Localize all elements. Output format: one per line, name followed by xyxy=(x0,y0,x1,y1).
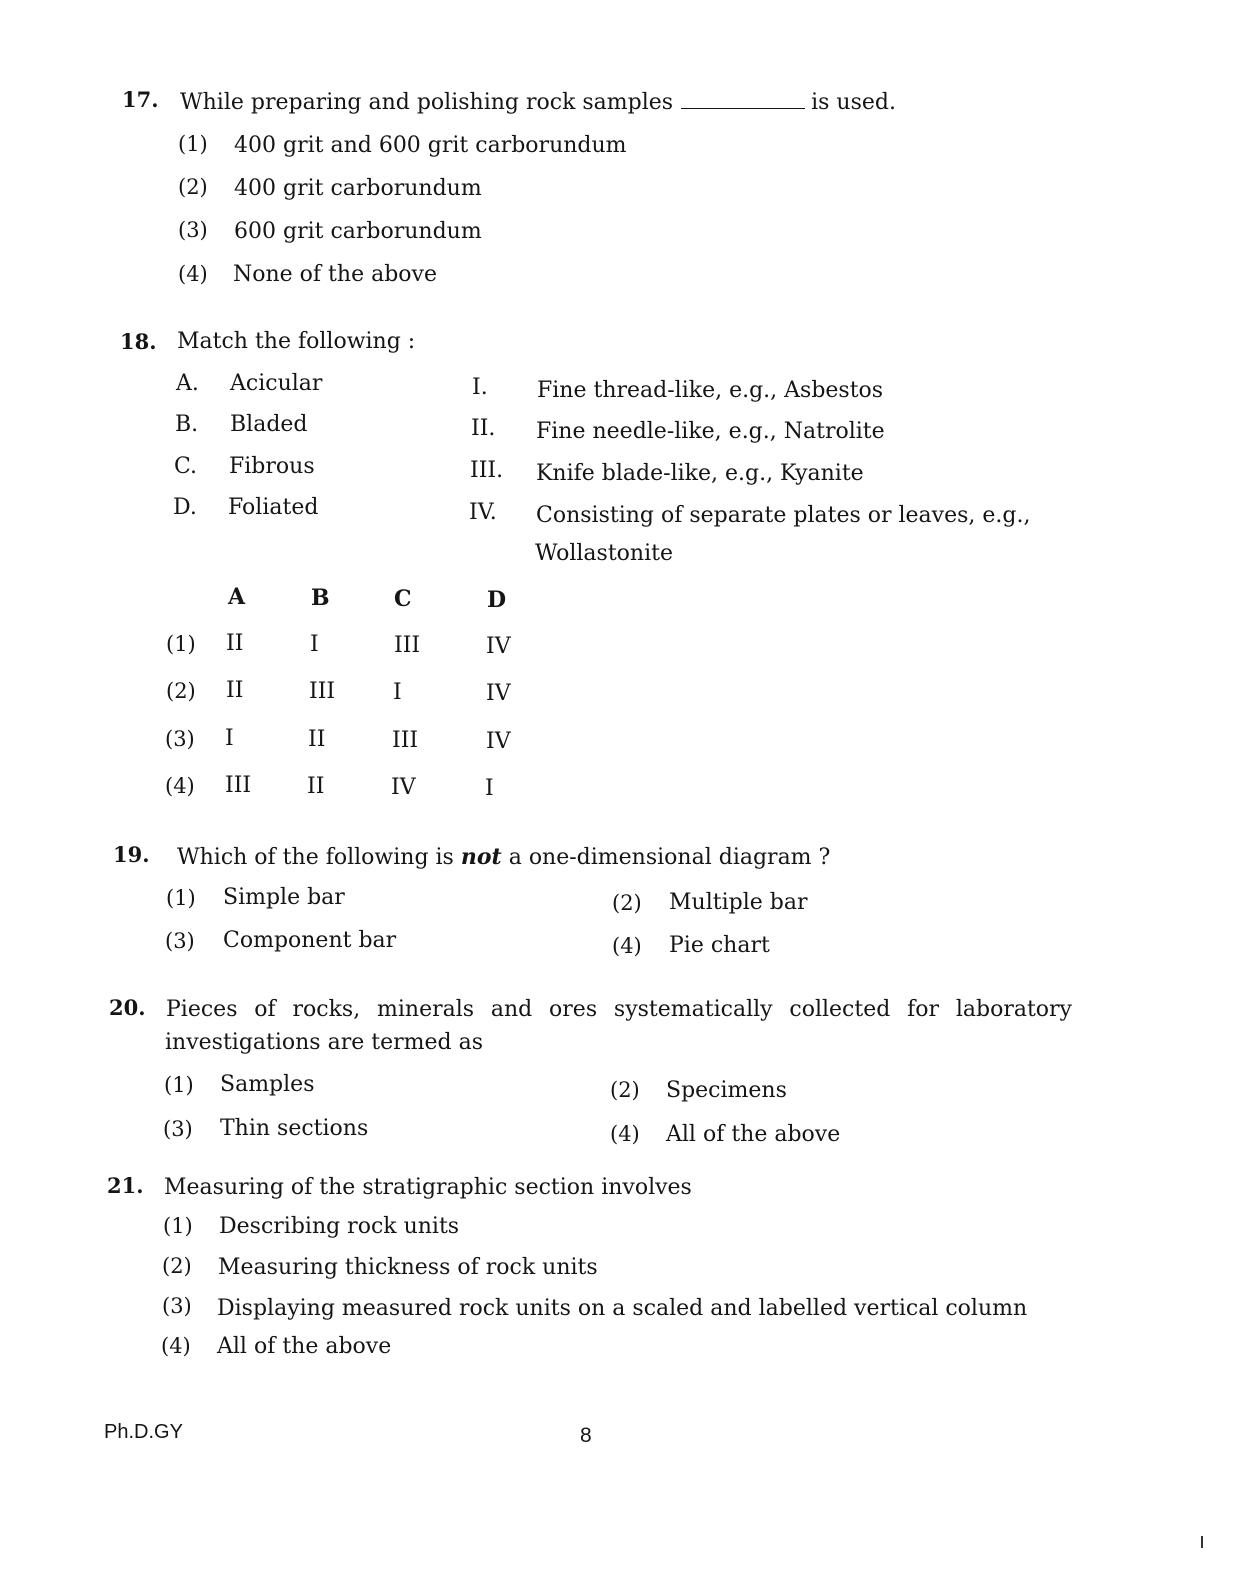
option-text: Displaying measured rock units on a scaled and labelled vertical column xyxy=(217,1296,1028,1321)
match-right-key: I. xyxy=(472,375,488,400)
option-text: Measuring thickness of rock units xyxy=(218,1255,598,1280)
grid-header: C xyxy=(394,586,412,612)
match-right-text: Fine needle-like, e.g., Natrolite xyxy=(536,419,885,444)
question-stem xyxy=(180,88,896,117)
match-left-key: A. xyxy=(176,371,199,396)
match-right-text: Fine thread-like, e.g., Asbestos xyxy=(537,378,884,403)
question-stem: Match the following : xyxy=(177,329,416,354)
option-number: (1) xyxy=(178,132,208,156)
option-number: (3) xyxy=(178,218,208,242)
option-number: (4) xyxy=(610,1122,640,1146)
grid-cell: III xyxy=(392,728,419,753)
option-number: (4) xyxy=(178,262,208,286)
grid-cell: II xyxy=(308,727,326,752)
option-number: (1) xyxy=(166,632,196,656)
question-number: 21. xyxy=(107,1173,144,1198)
option-text: None of the above xyxy=(233,262,437,287)
option-text: Specimens xyxy=(666,1078,787,1103)
grid-cell: I xyxy=(225,726,234,751)
option-text: Simple bar xyxy=(223,885,345,910)
option-text: Multiple bar xyxy=(669,890,808,915)
grid-cell: II xyxy=(307,774,325,799)
grid-header: B xyxy=(311,585,330,611)
option-text: Samples xyxy=(220,1072,315,1097)
option-number: (2) xyxy=(166,679,196,703)
stem-text-end: is used. xyxy=(811,90,896,115)
match-right-text: Knife blade-like, e.g., Kyanite xyxy=(536,461,864,486)
question-number: 17. xyxy=(122,87,159,112)
option-text: Pie chart xyxy=(669,933,770,958)
match-left-text: Foliated xyxy=(228,495,319,520)
scan-mark xyxy=(1201,1536,1203,1548)
option-number: (2) xyxy=(610,1078,640,1102)
match-left-text: Fibrous xyxy=(229,454,315,479)
option-number: (2) xyxy=(162,1254,192,1278)
question-number: 20. xyxy=(109,995,146,1020)
option-number: (3) xyxy=(162,1294,192,1318)
fill-in-blank xyxy=(681,88,805,109)
match-right-continuation: Wollastonite xyxy=(535,541,673,566)
page-number: 8 xyxy=(580,1424,592,1447)
option-number: (1) xyxy=(166,886,196,910)
option-text: All of the above xyxy=(666,1122,841,1147)
grid-cell: II xyxy=(226,631,244,656)
grid-cell: I xyxy=(485,776,494,801)
option-text: Describing rock units xyxy=(219,1214,460,1239)
grid-cell: III xyxy=(394,633,421,658)
grid-header: A xyxy=(228,584,246,610)
option-text: Component bar xyxy=(223,928,397,953)
grid-cell: IV xyxy=(486,681,511,706)
stem-text-end: a one-dimensional diagram ? xyxy=(508,845,831,870)
option-number: (3) xyxy=(165,727,195,751)
option-number: (2) xyxy=(612,891,642,915)
stem-emphasis: not xyxy=(460,844,502,870)
match-right-key: III. xyxy=(470,458,504,483)
grid-cell: I xyxy=(393,680,402,705)
option-text: Thin sections xyxy=(220,1116,369,1141)
question-stem-line-2: investigations are termed as xyxy=(165,1030,483,1055)
option-text: 600 grit carborundum xyxy=(234,219,482,244)
option-number: (4) xyxy=(161,1334,191,1358)
question-number: 18. xyxy=(120,329,157,354)
option-number: (4) xyxy=(612,934,642,958)
question-stem-line-1: Pieces of rocks, minerals and ores systematically collected for laboratory xyxy=(166,997,1072,1022)
stem-text: Which of the following is xyxy=(177,845,454,870)
match-left-key: D. xyxy=(173,495,197,520)
grid-cell: I xyxy=(310,632,319,657)
grid-cell: II xyxy=(226,678,244,703)
grid-cell: III xyxy=(309,679,336,704)
grid-cell: IV xyxy=(486,634,511,659)
match-right-key: II. xyxy=(471,416,496,441)
question-stem xyxy=(177,843,830,872)
option-text: 400 grit and 600 grit carborundum xyxy=(234,133,627,158)
grid-cell: IV xyxy=(486,729,511,754)
option-number: (3) xyxy=(165,929,195,953)
grid-cell: IV xyxy=(391,775,416,800)
option-text: 400 grit carborundum xyxy=(234,176,482,201)
match-right-text: Consisting of separate plates or leaves, e.g., xyxy=(536,503,1031,528)
option-number: (2) xyxy=(178,175,208,199)
option-number: (3) xyxy=(163,1117,193,1141)
grid-cell: III xyxy=(225,773,252,798)
option-number: (1) xyxy=(163,1214,193,1238)
option-number: (1) xyxy=(164,1073,194,1097)
question-number: 19. xyxy=(113,842,150,867)
match-left-key: C. xyxy=(174,454,198,479)
match-left-text: Acicular xyxy=(230,371,323,396)
grid-header: D xyxy=(487,587,507,613)
paper-code: Ph.D.GY xyxy=(104,1421,183,1443)
match-left-text: Bladed xyxy=(230,412,308,437)
option-text: All of the above xyxy=(217,1334,392,1359)
match-left-key: B. xyxy=(175,412,199,437)
question-stem: Measuring of the stratigraphic section involves xyxy=(164,1175,692,1200)
match-right-key: IV. xyxy=(469,500,497,525)
option-number: (4) xyxy=(165,774,195,798)
stem-text: While preparing and polishing rock samples xyxy=(180,90,674,115)
